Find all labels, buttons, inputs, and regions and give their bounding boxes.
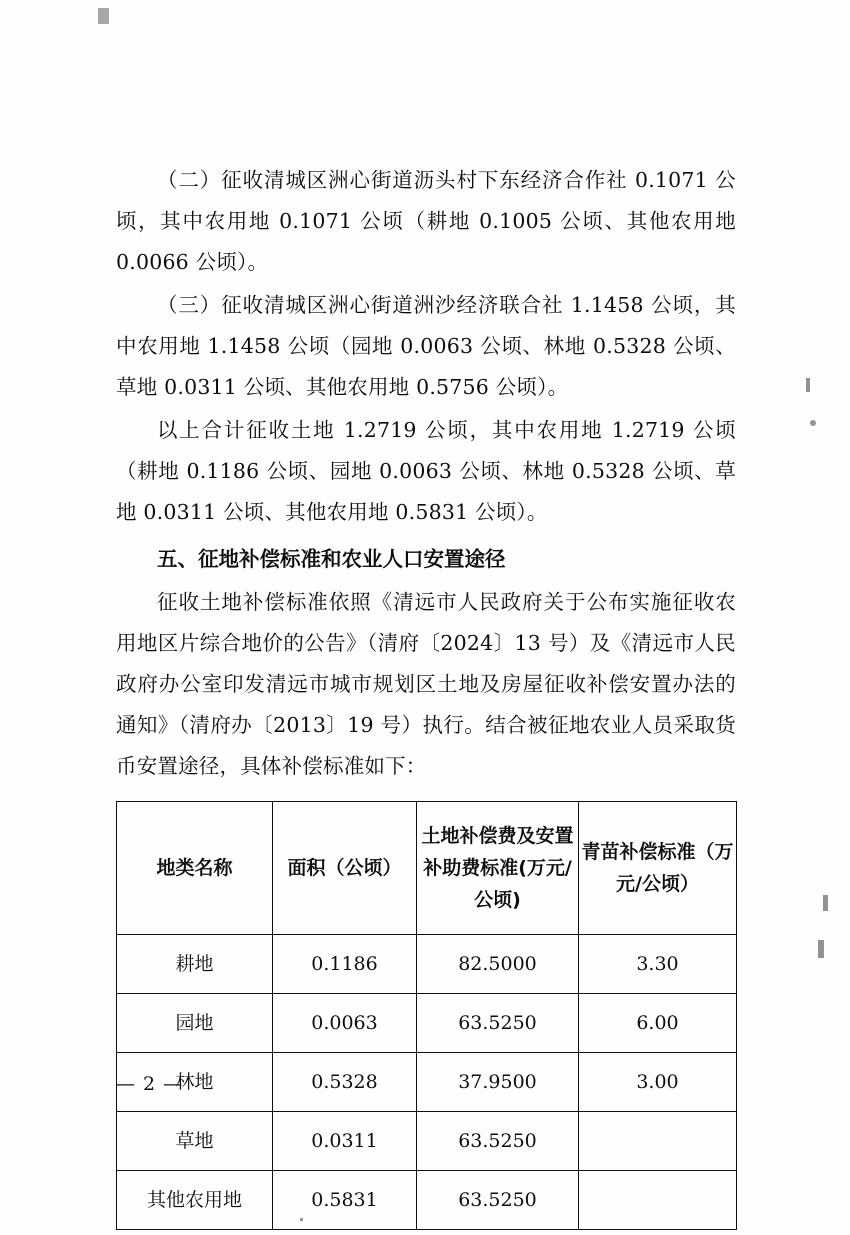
table-cell-area: 0.1186 <box>273 935 417 994</box>
document-body <box>116 160 736 1230</box>
table-header-row <box>117 802 737 935</box>
table-header-cell: 地类名称 <box>117 802 273 935</box>
table-cell-compensation: 37.9500 <box>417 1053 579 1112</box>
compensation-table-wrapper <box>116 801 736 1230</box>
table-cell-compensation: 63.5250 <box>417 1171 579 1230</box>
table-cell-landtype: 林地 <box>117 1053 273 1112</box>
paragraph-item-2: （二）征收清城区洲心街道沥头村下东经济合作社 0.1071 公顷，其中农用地 0.1071 公顷（耕地 0.1005 公顷、其他农用地 0.0066 公顷）。 <box>116 168 736 274</box>
table-cell-compensation: 63.5250 <box>417 1112 579 1171</box>
scan-artifact <box>818 940 824 958</box>
section-paragraph-standards: 征收土地补偿标准依照《清远市人民政府关于公布实施征收农用地区片综合地价的公告》（清府〔2024〕13 号）及《清远市人民政府办公室印发清远市城市规划区土地及房屋征收补偿安置办法的通知》（清府办〔2013〕19 号）执行。结合被征地农业人员采取货币安置途径，具体补偿标准如下： <box>116 590 736 778</box>
table-cell-seedling <box>579 1171 737 1230</box>
table-cell-seedling <box>579 1112 737 1171</box>
table-cell-area: 0.0311 <box>273 1112 417 1171</box>
table-cell-area: 0.0063 <box>273 994 417 1053</box>
table-cell-area: 0.5328 <box>273 1053 417 1112</box>
table-header-cell: 土地补偿费及安置补助费标准(万元/公顷) <box>417 802 579 935</box>
table-row <box>117 1171 737 1230</box>
scan-artifact <box>98 8 109 24</box>
table-cell-compensation: 63.5250 <box>417 994 579 1053</box>
page-number: — 2 — <box>116 1073 184 1095</box>
table-cell-compensation: 82.5000 <box>417 935 579 994</box>
compensation-table <box>116 801 737 1230</box>
scan-artifact <box>806 378 810 392</box>
table-cell-seedling: 3.00 <box>579 1053 737 1112</box>
table-header-cell: 青苗补偿标准（万元/公顷） <box>579 802 737 935</box>
section-heading-five: 五、征地补偿标准和农业人口安置途径 <box>157 547 506 571</box>
paragraph-total: 以上合计征收土地 1.2719 公顷，其中农用地 1.2719 公顷（耕地 0.1186 公顷、园地 0.0063 公顷、林地 0.5328 公顷、草地 0.0311 公顷、其他农用地 0.5831 公顷）。 <box>116 418 736 524</box>
table-row <box>117 994 737 1053</box>
scan-artifact <box>823 895 828 911</box>
table-cell-landtype: 园地 <box>117 994 273 1053</box>
scan-artifact <box>810 420 816 426</box>
table-cell-landtype: 耕地 <box>117 935 273 994</box>
table-cell-seedling: 6.00 <box>579 994 737 1053</box>
table-row <box>117 935 737 994</box>
table-header-cell: 面积（公顷） <box>273 802 417 935</box>
table-cell-area: 0.5831 <box>273 1171 417 1230</box>
table-row <box>117 1053 737 1112</box>
table-row <box>117 1112 737 1171</box>
table-cell-landtype: 其他农用地 <box>117 1171 273 1230</box>
table-cell-landtype: 草地 <box>117 1112 273 1171</box>
paragraph-item-3: （三）征收清城区洲心街道洲沙经济联合社 1.1458 公顷，其中农用地 1.1458 公顷（园地 0.0063 公顷、林地 0.5328 公顷、草地 0.0311 公顷、其他农用地 0.5756 公顷）。 <box>116 293 736 399</box>
table-cell-seedling: 3.30 <box>579 935 737 994</box>
